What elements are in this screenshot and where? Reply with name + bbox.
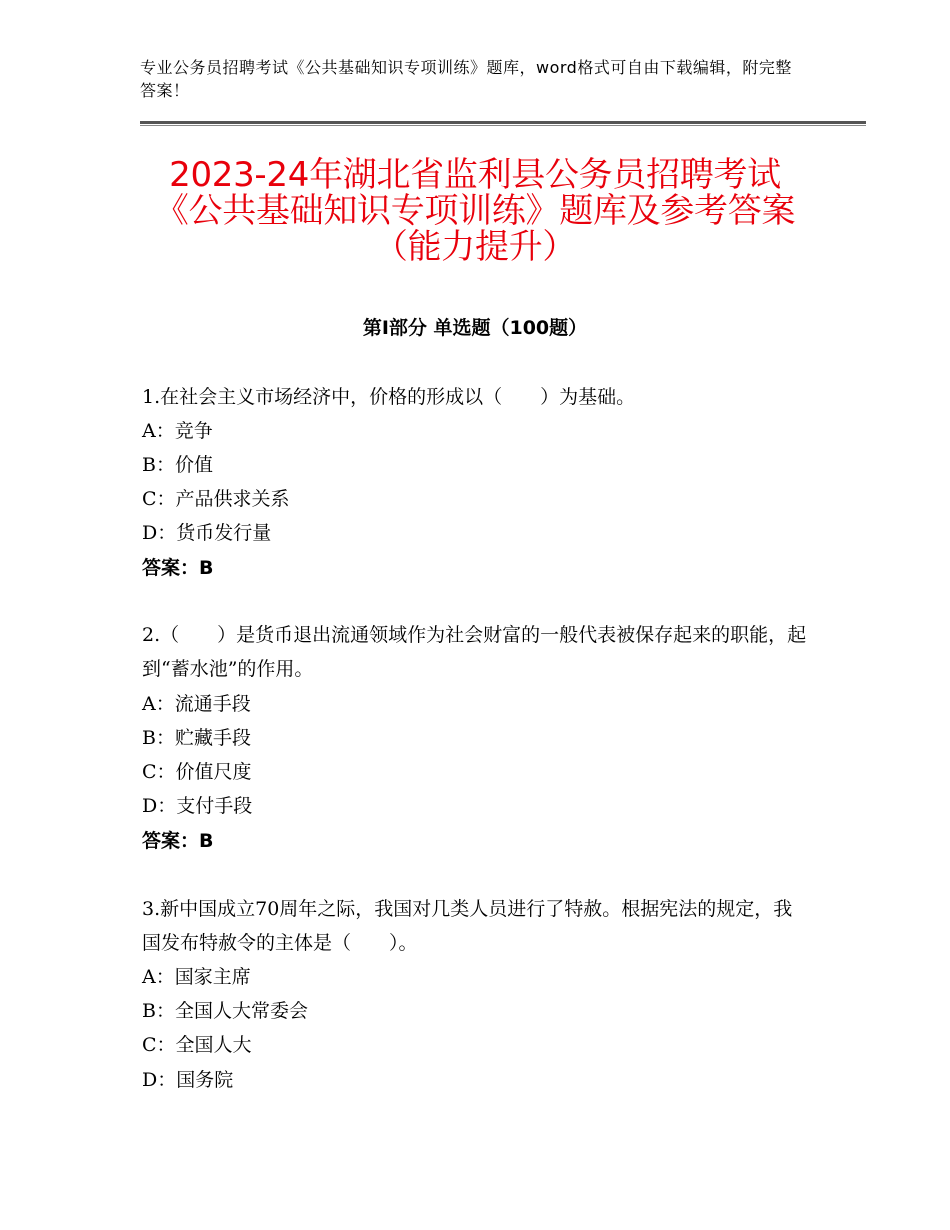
- title-line-2: 《公共基础知识专项训练》题库及参考答案: [154, 191, 796, 231]
- section-heading: 第Ⅰ部分 单选题（100题）: [362, 317, 588, 339]
- question-2-option-c: C：价值尺度: [142, 761, 252, 783]
- question-3-stem: 3.新中国成立70周年之际，我国对几类人员进行了特赦。根据宪法的规定，我国发布特赦令的主体是（ ）。: [142, 898, 793, 954]
- question-1-option-a: A：竞争: [142, 420, 213, 442]
- question-3-option-d: D：国务院: [142, 1069, 234, 1091]
- question-1-option-c: C：产品供求关系: [142, 488, 290, 510]
- question-2-option-d: D：支付手段: [142, 795, 253, 817]
- title-line-3: （能力提升）: [373, 227, 577, 267]
- question-3-option-a: A：国家主席: [142, 966, 251, 988]
- header-divider-thin: [140, 125, 866, 126]
- question-1-option-d: D：货币发行量: [142, 522, 272, 544]
- question-3-option-c: C：全国人大: [142, 1034, 252, 1056]
- question-1-answer: 答案：B: [142, 557, 214, 579]
- document-title: [100, 157, 850, 265]
- question-2-answer: 答案：B: [142, 830, 214, 852]
- header-divider: [140, 121, 866, 124]
- question-3-option-b: B：全国人大常委会: [142, 1000, 308, 1022]
- header-note: 专业公务员招聘考试《公共基础知识专项训练》题库，word格式可自由下载编辑，附完整答案！: [140, 58, 792, 100]
- title-line-1: 2023-24年湖北省监利县公务员招聘考试: [169, 155, 781, 195]
- question-1-stem: 1.在社会主义市场经济中，价格的形成以（ ）为基础。: [142, 386, 636, 408]
- question-1-option-b: B：价值: [142, 454, 213, 476]
- question-2-option-b: B：贮藏手段: [142, 727, 251, 749]
- question-2-option-a: A：流通手段: [142, 693, 251, 715]
- question-2-stem: 2.（ ）是货币退出流通领域作为社会财富的一般代表被保存起来的职能，起到“蓄水池”的作用。: [142, 624, 807, 680]
